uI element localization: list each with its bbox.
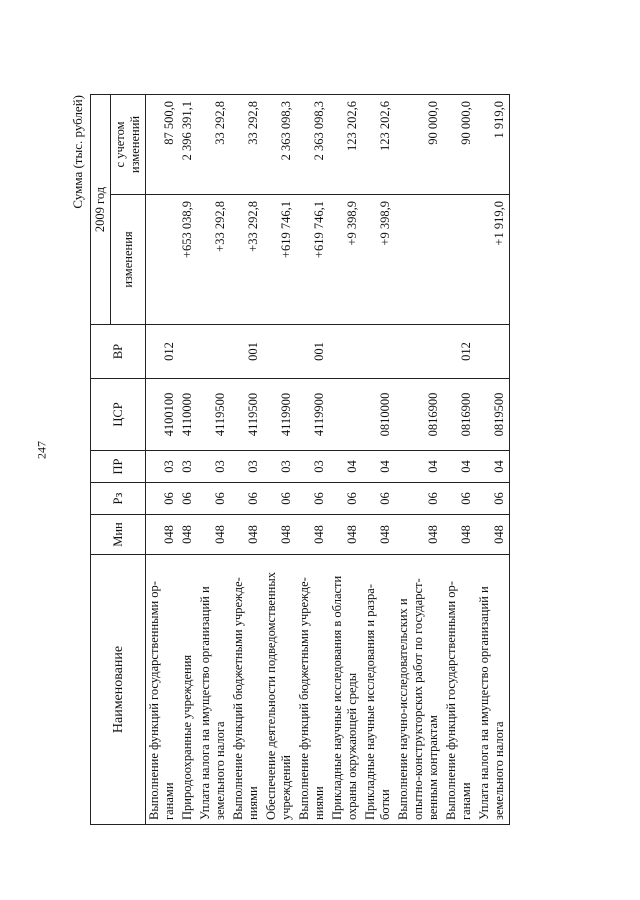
header-pr: ПР [91, 451, 146, 483]
cell-csr: 0810000 [362, 379, 395, 451]
cell-name: Прикладные научные исследования и разра-ботки [362, 555, 395, 825]
cell-vr: 001 [296, 325, 329, 379]
cell-change [443, 195, 476, 325]
cell-min: 048 [443, 515, 476, 555]
table-row [197, 94, 230, 824]
header-year: 2009 год [91, 94, 111, 324]
budget-table-rotated [70, 95, 550, 825]
cell-pr: 04 [329, 451, 362, 483]
cell-vr: 012 [443, 325, 476, 379]
cell-vr [197, 325, 230, 379]
cell-csr: 4119500 [230, 379, 263, 451]
cell-pr: 03 [263, 451, 296, 483]
cell-name: Прикладные научные исследования в области охраны окружающей среды [329, 555, 362, 825]
header-name: Наименование [91, 555, 146, 825]
table-row [296, 94, 329, 824]
cell-vr [329, 325, 362, 379]
cell-rz: 06 [443, 483, 476, 515]
cell-name: Уплата налога на имущество организаций и земельного налога [197, 555, 230, 825]
cell-pr: 03 [230, 451, 263, 483]
cell-min: 048 [179, 515, 197, 555]
cell-rz: 06 [395, 483, 443, 515]
budget-table [90, 94, 510, 825]
table-row [146, 94, 180, 824]
table-row [263, 94, 296, 824]
cell-csr: 4119500 [197, 379, 230, 451]
cell-total: 2 363 098,3 [296, 94, 329, 194]
table-row [329, 94, 362, 824]
table-row [443, 94, 476, 824]
cell-rz: 06 [362, 483, 395, 515]
cell-vr [476, 325, 510, 379]
cell-name: Выполнение научно-исследовательских и опытно-конструкторских работ по государст-венным контрактам [395, 555, 443, 825]
cell-min: 048 [395, 515, 443, 555]
table-header [91, 94, 146, 824]
cell-change: +1 919,0 [476, 195, 510, 325]
cell-pr: 03 [296, 451, 329, 483]
cell-total: 90 000,0 [395, 94, 443, 194]
cell-rz: 06 [179, 483, 197, 515]
cell-vr [179, 325, 197, 379]
table-row [230, 94, 263, 824]
cell-total: 87 500,0 [146, 94, 180, 194]
cell-pr: 04 [362, 451, 395, 483]
cell-vr: 012 [146, 325, 180, 379]
header-rz: Рз [91, 483, 146, 515]
cell-csr: 4119900 [296, 379, 329, 451]
header-with-change: с учетом изменений [111, 94, 146, 194]
cell-pr: 04 [395, 451, 443, 483]
cell-name: Выполнение функций государственными ор-ганами [146, 555, 180, 825]
cell-rz: 06 [329, 483, 362, 515]
cell-csr: 4119900 [263, 379, 296, 451]
table-row [476, 94, 510, 824]
cell-change: +9 398,9 [329, 195, 362, 325]
cell-change: +9 398,9 [362, 195, 395, 325]
cell-min: 048 [230, 515, 263, 555]
cell-pr: 03 [179, 451, 197, 483]
cell-change: +619 746,1 [263, 195, 296, 325]
cell-vr [395, 325, 443, 379]
cell-total: 90 000,0 [443, 94, 476, 194]
cell-change [395, 195, 443, 325]
cell-name: Выполнение функций бюджетными учрежде-ниями [296, 555, 329, 825]
header-vr: ВР [91, 325, 146, 379]
cell-csr: 0816900 [395, 379, 443, 451]
unit-caption: Сумма (тыс. рублей) [70, 95, 85, 209]
cell-pr: 04 [443, 451, 476, 483]
cell-name: Выполнение функций бюджетными учрежде-ниями [230, 555, 263, 825]
cell-name: Природоохранные учреждения [179, 555, 197, 825]
cell-min: 048 [476, 515, 510, 555]
cell-min: 048 [263, 515, 296, 555]
cell-csr [329, 379, 362, 451]
cell-name: Обеспечение деятельности подведомственных учреждений [263, 555, 296, 825]
page-number: 247 [34, 441, 49, 459]
cell-min: 048 [197, 515, 230, 555]
cell-change [146, 195, 180, 325]
cell-rz: 06 [230, 483, 263, 515]
header-change: изменения [111, 195, 146, 325]
cell-change: +653 038,9 [179, 195, 197, 325]
cell-min: 048 [362, 515, 395, 555]
header-csr: ЦСР [91, 379, 146, 451]
header-min: Мин [91, 515, 146, 555]
cell-total: 33 292,8 [230, 94, 263, 194]
cell-name: Выполнение функций государственными ор-ганами [443, 555, 476, 825]
cell-total: 33 292,8 [197, 94, 230, 194]
cell-min: 048 [146, 515, 180, 555]
table-row [362, 94, 395, 824]
cell-rz: 06 [296, 483, 329, 515]
cell-total: 1 919,0 [476, 94, 510, 194]
cell-vr: 001 [230, 325, 263, 379]
cell-pr: 03 [197, 451, 230, 483]
cell-total: 123 202,6 [362, 94, 395, 194]
cell-total: 123 202,6 [329, 94, 362, 194]
cell-min: 048 [329, 515, 362, 555]
cell-total: 2 363 098,3 [263, 94, 296, 194]
cell-rz: 06 [476, 483, 510, 515]
table-body [146, 94, 510, 824]
cell-vr [362, 325, 395, 379]
cell-pr: 03 [146, 451, 180, 483]
cell-change: +33 292,8 [197, 195, 230, 325]
cell-rz: 06 [263, 483, 296, 515]
cell-change: +33 292,8 [230, 195, 263, 325]
table-row [395, 94, 443, 824]
cell-vr [263, 325, 296, 379]
cell-min: 048 [296, 515, 329, 555]
cell-rz: 06 [197, 483, 230, 515]
cell-csr: 0816900 [443, 379, 476, 451]
table-row [179, 94, 197, 824]
cell-csr: 4110000 [179, 379, 197, 451]
cell-name: Уплата налога на имущество организаций и земельного налога [476, 555, 510, 825]
cell-csr: 4100100 [146, 379, 180, 451]
cell-rz: 06 [146, 483, 180, 515]
cell-change: +619 746,1 [296, 195, 329, 325]
cell-total: 2 396 391,1 [179, 94, 197, 194]
cell-csr: 0819500 [476, 379, 510, 451]
cell-pr: 04 [476, 451, 510, 483]
